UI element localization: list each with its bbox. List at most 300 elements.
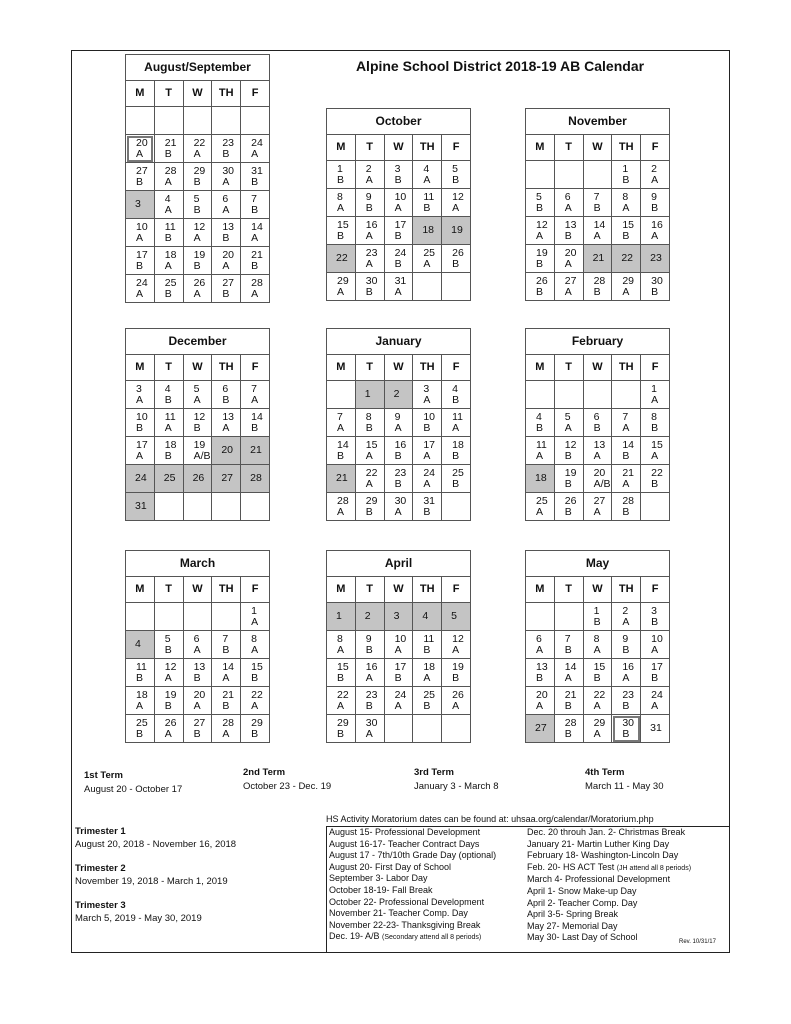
- event-item: January 21- Martin Luther King Day: [527, 838, 670, 849]
- day-letter: A: [622, 615, 630, 628]
- day-cell: [126, 219, 155, 247]
- day-number: 11: [164, 410, 176, 423]
- event-item: August 20- First Day of School: [329, 861, 452, 872]
- day-letter: B: [365, 643, 373, 656]
- day-number: 16: [651, 218, 663, 231]
- day-letter: A: [365, 727, 373, 740]
- day-letter: B: [651, 671, 659, 684]
- trimester-3: [75, 899, 202, 925]
- day-cell: [154, 275, 183, 303]
- day-cell: [612, 245, 641, 273]
- day-cell: [241, 163, 270, 191]
- day-letter: B: [394, 173, 402, 186]
- day-cell: [612, 465, 641, 493]
- day-number: 2: [622, 604, 629, 617]
- day-letter: A: [536, 643, 544, 656]
- day-letter: B: [452, 393, 460, 406]
- week-row: [327, 409, 471, 437]
- day-letter: B: [593, 201, 601, 214]
- day-number: 26: [452, 246, 464, 259]
- week-row: [526, 245, 670, 273]
- day-number: 23: [650, 252, 662, 264]
- day-number: 28: [337, 494, 349, 507]
- event-item: August 17 - 7th/10th Grade Day (optional): [329, 850, 497, 861]
- day-letter: B: [251, 175, 259, 188]
- day-letter: B: [423, 699, 431, 712]
- events-box: [326, 826, 730, 952]
- day-letter: B: [164, 393, 172, 406]
- day-cell: [212, 437, 241, 465]
- day-cell: [212, 659, 241, 687]
- day-letter: A: [394, 699, 402, 712]
- day-number: 5: [164, 632, 171, 645]
- day-number: 3: [136, 382, 142, 395]
- day-header: TH: [413, 135, 442, 161]
- day-number: 21: [250, 444, 262, 456]
- day-number: 6: [536, 632, 542, 645]
- day-number: 19: [193, 248, 206, 261]
- day-number: 29: [593, 716, 606, 729]
- day-cell: [355, 161, 384, 189]
- week-row: [526, 631, 670, 659]
- day-cell: [183, 275, 212, 303]
- week-row: [126, 275, 270, 303]
- week-row: [526, 189, 670, 217]
- day-letter: B: [536, 421, 544, 434]
- week-row: [327, 381, 471, 409]
- day-letter: B: [365, 201, 373, 214]
- day-letter: B: [251, 727, 259, 740]
- day-cell: [183, 437, 212, 465]
- day-number: 22: [651, 466, 663, 479]
- day-number: 22: [251, 688, 263, 701]
- day-cell: [154, 687, 183, 715]
- day-cell: [526, 465, 555, 493]
- day-letter: A: [593, 699, 601, 712]
- day-letter: A: [337, 421, 345, 434]
- day-number: 12: [193, 410, 206, 423]
- day-number: 8: [337, 190, 343, 203]
- day-number: 25: [163, 472, 176, 484]
- week-row: [327, 631, 471, 659]
- day-number: 1: [622, 162, 629, 175]
- day-cell: [583, 409, 612, 437]
- day-cell: [612, 217, 641, 245]
- day-number: 11: [452, 410, 464, 423]
- day-cell: [554, 409, 583, 437]
- week-row: [526, 381, 670, 409]
- day-cell: [526, 715, 555, 743]
- week-row: [126, 107, 270, 135]
- day-cell: [327, 409, 356, 437]
- day-cell: [327, 603, 356, 631]
- month-name: December: [126, 329, 270, 355]
- day-letter: A: [622, 285, 630, 298]
- day-letter: B: [251, 203, 259, 216]
- event-item: May 30- Last Day of School: [527, 932, 638, 943]
- event-item: April 3-5- Spring Break: [527, 909, 619, 920]
- day-cell: [442, 687, 471, 715]
- day-number: 3: [393, 610, 400, 622]
- day-letter: B: [136, 175, 144, 188]
- day-number: 27: [593, 494, 606, 507]
- day-letter: B: [452, 173, 460, 186]
- day-cell: [554, 465, 583, 493]
- day-cell: [126, 631, 155, 659]
- day-letter: A/B: [193, 449, 211, 462]
- month-name: February: [526, 329, 670, 355]
- day-cell: [241, 135, 270, 163]
- day-cell: [355, 465, 384, 493]
- day-cell: [641, 603, 670, 631]
- day-letter: B: [452, 257, 460, 270]
- day-number: 5: [193, 382, 200, 395]
- day-cell: [241, 715, 270, 743]
- day-number: 13: [222, 220, 235, 233]
- day-number: 9: [394, 410, 401, 423]
- day-letter: B: [394, 449, 402, 462]
- term-range: October 23 - Dec. 19: [243, 781, 332, 792]
- event-item: August 15- Professional Development: [329, 827, 481, 837]
- day-cell: [154, 135, 183, 163]
- day-number: 29: [622, 274, 635, 287]
- day-letter: A: [651, 173, 659, 186]
- week-row: [126, 135, 270, 163]
- day-letter: A: [564, 257, 572, 270]
- day-cell: [413, 189, 442, 217]
- day-cell: [554, 161, 583, 189]
- day-cell: [241, 603, 270, 631]
- day-cell: [241, 247, 270, 275]
- day-number: 1: [593, 604, 600, 617]
- day-number: 18: [164, 248, 177, 261]
- day-letter: B: [651, 615, 659, 628]
- day-number: 31: [394, 274, 407, 287]
- day-number: 31: [650, 722, 662, 734]
- term-label: 1st Term: [84, 770, 123, 781]
- day-cell: [641, 437, 670, 465]
- day-number: 29: [337, 274, 349, 287]
- day-number: 13: [193, 660, 206, 673]
- day-cell: [154, 437, 183, 465]
- event-item: Dec. 20 throuh Jan. 2- Christmas Break: [527, 827, 686, 837]
- day-cell: [327, 631, 356, 659]
- day-cell: [526, 189, 555, 217]
- day-cell: [327, 659, 356, 687]
- day-number: 12: [164, 660, 177, 673]
- day-number: 16: [622, 660, 635, 673]
- day-header: M: [126, 577, 155, 603]
- event-item: May 27- Memorial Day: [527, 920, 618, 931]
- day-header: TH: [413, 577, 442, 603]
- day-cell: [612, 381, 641, 409]
- day-cell: [384, 161, 413, 189]
- day-letter: A: [622, 671, 630, 684]
- day-cell: [212, 191, 241, 219]
- day-letter: B: [222, 147, 230, 160]
- day-number: 4: [164, 192, 171, 205]
- day-cell: [641, 409, 670, 437]
- day-number: 28: [250, 472, 262, 484]
- week-row: [327, 715, 471, 743]
- day-letter: A: [164, 175, 172, 188]
- day-cell: [126, 603, 155, 631]
- day-cell: [183, 247, 212, 275]
- day-letter: A: [365, 671, 373, 684]
- day-number: 30: [365, 716, 378, 729]
- day-header: TH: [212, 81, 241, 107]
- day-header: T: [554, 135, 583, 161]
- day-number: 18: [423, 660, 436, 673]
- day-cell: [327, 217, 356, 245]
- day-cell: [612, 659, 641, 687]
- day-cell: [526, 381, 555, 409]
- day-letter: B: [337, 229, 345, 242]
- day-number: 31: [135, 500, 147, 512]
- day-number: 8: [622, 190, 629, 203]
- trimester-label: Trimester 2: [75, 863, 126, 874]
- day-letter: A: [593, 229, 601, 242]
- day-cell: [355, 603, 384, 631]
- month-2: [525, 108, 670, 301]
- day-letter: B: [251, 421, 259, 434]
- day-number: 2: [651, 162, 657, 175]
- day-header: M: [526, 355, 555, 381]
- day-letter: A: [164, 727, 172, 740]
- day-cell: [212, 381, 241, 409]
- day-letter: B: [164, 287, 172, 300]
- day-number: 26: [452, 688, 464, 701]
- day-number: 22: [621, 252, 634, 264]
- trimester-label: Trimester 3: [75, 900, 126, 911]
- week-row: [126, 687, 270, 715]
- day-number: 22: [365, 466, 378, 479]
- day-number: 23: [222, 136, 235, 149]
- term-range: August 20 - October 17: [84, 784, 183, 795]
- day-cell: [355, 217, 384, 245]
- day-letter: B: [251, 671, 259, 684]
- week-row: [327, 161, 471, 189]
- day-letter: B: [365, 505, 373, 518]
- event-item: November 21- Teacher Comp. Day: [329, 908, 468, 919]
- day-number: 30: [365, 274, 378, 287]
- day-letter: A: [452, 699, 460, 712]
- day-cell: [355, 437, 384, 465]
- day-letter: B: [593, 671, 601, 684]
- day-header: T: [355, 355, 384, 381]
- day-header: W: [384, 135, 413, 161]
- day-letter: B: [136, 671, 144, 684]
- day-number: 5: [536, 190, 542, 203]
- day-cell: [355, 245, 384, 273]
- day-letter: B: [564, 727, 572, 740]
- day-number: 4: [135, 638, 141, 650]
- week-row: [327, 437, 471, 465]
- day-letter: B: [394, 257, 402, 270]
- day-cell: [583, 603, 612, 631]
- day-cell: [126, 437, 155, 465]
- day-cell: [583, 631, 612, 659]
- day-number: 18: [136, 688, 148, 701]
- day-cell: [327, 161, 356, 189]
- day-cell: [241, 687, 270, 715]
- day-cell: [554, 493, 583, 521]
- day-cell: [183, 107, 212, 135]
- day-cell: [583, 715, 612, 743]
- day-cell: [154, 493, 183, 521]
- day-cell: [241, 659, 270, 687]
- day-header: TH: [212, 577, 241, 603]
- day-number: 23: [365, 688, 378, 701]
- term-label: 4th Term: [585, 767, 625, 778]
- day-letter: A: [593, 505, 601, 518]
- day-cell: [183, 219, 212, 247]
- day-cell: [413, 381, 442, 409]
- day-letter: B: [423, 643, 431, 656]
- term-range: March 11 - May 30: [585, 781, 664, 792]
- day-letter: B: [164, 449, 172, 462]
- day-cell: [154, 409, 183, 437]
- day-number: 20: [564, 246, 577, 259]
- day-number: 17: [423, 438, 436, 451]
- day-cell: [413, 465, 442, 493]
- day-number: 14: [337, 438, 349, 451]
- day-number: 14: [593, 218, 606, 231]
- day-cell: [413, 245, 442, 273]
- month-name: April: [327, 551, 471, 577]
- day-number: 5: [564, 410, 571, 423]
- day-number: 26: [193, 276, 206, 289]
- day-letter: A: [394, 201, 402, 214]
- day-number: 30: [222, 164, 235, 177]
- week-row: [526, 409, 670, 437]
- day-cell: [641, 189, 670, 217]
- day-cell: [154, 603, 183, 631]
- day-cell: [154, 631, 183, 659]
- day-cell: [612, 273, 641, 301]
- day-number: 10: [136, 410, 148, 423]
- week-row: [126, 631, 270, 659]
- day-cell: [413, 409, 442, 437]
- day-header: F: [241, 577, 270, 603]
- event-item: September 3- Labor Day: [329, 873, 428, 884]
- day-header: F: [641, 577, 670, 603]
- day-number: 9: [365, 632, 372, 645]
- day-cell: [442, 189, 471, 217]
- day-number: 19: [451, 224, 463, 236]
- day-cell: [526, 217, 555, 245]
- day-cell: [154, 465, 183, 493]
- day-number: 21: [164, 136, 177, 149]
- page-title: Alpine School District 2018-19 AB Calendar: [355, 58, 645, 74]
- day-number: 8: [337, 632, 343, 645]
- day-number: 25: [423, 246, 436, 259]
- day-number: 8: [251, 632, 257, 645]
- week-row: [526, 465, 670, 493]
- day-number: 12: [536, 218, 548, 231]
- day-cell: [327, 189, 356, 217]
- day-number: 19: [452, 660, 464, 673]
- day-cell: [183, 135, 212, 163]
- day-cell: [241, 437, 270, 465]
- day-header: F: [241, 355, 270, 381]
- day-number: 23: [394, 466, 407, 479]
- day-number: 15: [337, 660, 349, 673]
- day-cell: [327, 715, 356, 743]
- day-cell: [384, 437, 413, 465]
- day-letter: B: [394, 477, 402, 490]
- month-1: [326, 108, 471, 301]
- day-cell: [384, 465, 413, 493]
- day-header: W: [583, 355, 612, 381]
- day-header: W: [183, 577, 212, 603]
- day-cell: [442, 217, 471, 245]
- day-number: 25: [536, 494, 548, 507]
- day-number: 15: [251, 660, 263, 673]
- day-header: W: [183, 355, 212, 381]
- day-letter: B: [564, 505, 572, 518]
- day-cell: [442, 603, 471, 631]
- day-cell: [327, 245, 356, 273]
- day-cell: [442, 715, 471, 743]
- day-cell: [212, 715, 241, 743]
- day-cell: [583, 465, 612, 493]
- term-1: [84, 769, 182, 797]
- term-label: 3rd Term: [414, 767, 454, 778]
- day-number: 12: [452, 190, 464, 203]
- day-cell: [583, 659, 612, 687]
- day-number: 24: [394, 246, 407, 259]
- day-letter: A: [536, 505, 544, 518]
- day-letter: A: [222, 671, 230, 684]
- day-cell: [212, 135, 241, 163]
- day-number: 7: [622, 410, 629, 423]
- day-header: F: [442, 135, 471, 161]
- day-cell: [612, 189, 641, 217]
- day-letter: B: [564, 229, 572, 242]
- day-letter: B: [222, 287, 230, 300]
- day-letter: A: [394, 285, 402, 298]
- day-number: 14: [251, 410, 263, 423]
- day-letter: A: [337, 699, 345, 712]
- day-number: 3: [423, 382, 430, 395]
- day-cell: [583, 189, 612, 217]
- day-letter: A: [136, 147, 144, 160]
- week-row: [126, 163, 270, 191]
- day-cell: [612, 715, 641, 743]
- day-number: 17: [651, 660, 663, 673]
- day-cell: [384, 631, 413, 659]
- day-number: 24: [135, 472, 147, 484]
- event-item: Feb. 20- HS ACT Test (JH attend all 8 periods): [527, 861, 692, 872]
- day-number: 19: [164, 688, 177, 701]
- day-letter: B: [337, 449, 345, 462]
- day-header: F: [641, 355, 670, 381]
- day-letter: A: [536, 699, 544, 712]
- day-number: 12: [452, 632, 464, 645]
- day-cell: [154, 163, 183, 191]
- day-cell: [413, 631, 442, 659]
- week-row: [126, 465, 270, 493]
- day-cell: [526, 659, 555, 687]
- day-cell: [212, 219, 241, 247]
- moratorium-note: HS Activity Moratorium dates can be found at: uhsaa.org/calendar/Moratorium.php: [326, 814, 654, 824]
- day-cell: [413, 217, 442, 245]
- day-number: 17: [136, 248, 148, 261]
- day-letter: B: [622, 449, 630, 462]
- day-cell: [183, 381, 212, 409]
- day-number: 21: [564, 688, 577, 701]
